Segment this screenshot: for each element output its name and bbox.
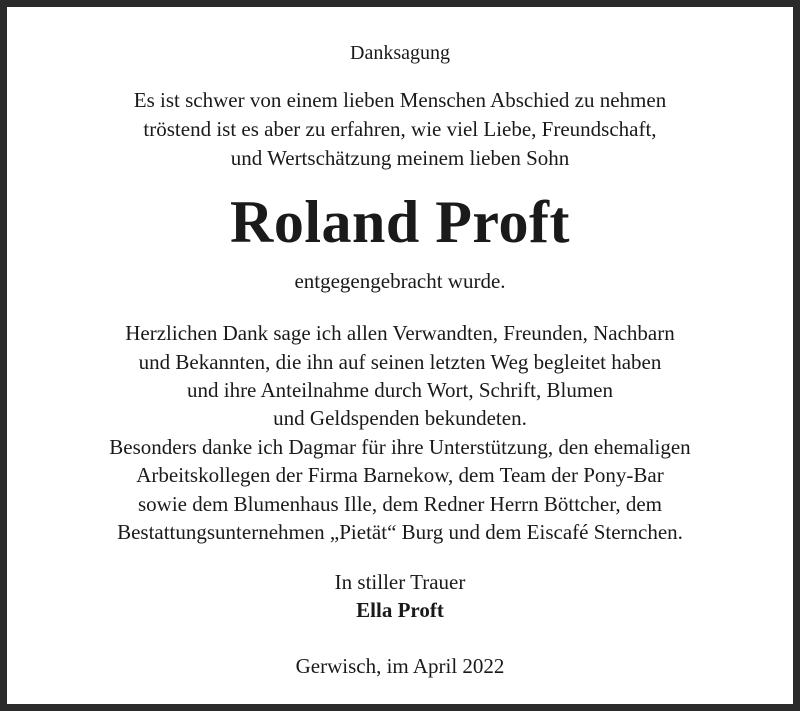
place-date: Gerwisch, im April 2022 [295,654,505,678]
intro-line: Es ist schwer von einem lieben Menschen Abschied zu nehmen [133,88,667,112]
signer-name: Ella Proft [356,598,444,622]
body-line: und ihre Anteilnahme durch Wort, Schrift, Blumen [186,378,613,402]
body-line: Bestattungsunternehmen „Pietät“ Burg und dem Eiscafé Sternchen. [117,520,683,544]
notice-heading: Danksagung [350,42,450,64]
after-name-line: entgegengebracht wurde. [294,269,506,293]
body-line: Herzlichen Dank sage ich allen Verwandten, Freunden, Nachbarn [125,321,675,345]
body-line: Besonders danke ich Dagmar für ihre Unterstützung, den ehemaligen [109,435,691,459]
intro-line: und Wertschätzung meinem lieben Sohn [230,146,570,170]
body-line: Arbeitskollegen der Firma Barnekow, dem Team der Pony-Bar [136,463,664,487]
body-line: und Bekannten, die ihn auf seinen letzten Weg begleitet haben [138,350,662,374]
body-line: und Geldspenden bekundeten. [273,406,527,430]
intro-line: tröstend ist es aber zu erfahren, wie viel Liebe, Freundschaft, [143,117,657,141]
mourning-phrase: In stiller Trauer [334,570,466,594]
deceased-name: Roland Proft [230,189,570,255]
body-line: sowie dem Blumenhaus Ille, dem Redner Herrn Böttcher, dem [137,492,662,516]
